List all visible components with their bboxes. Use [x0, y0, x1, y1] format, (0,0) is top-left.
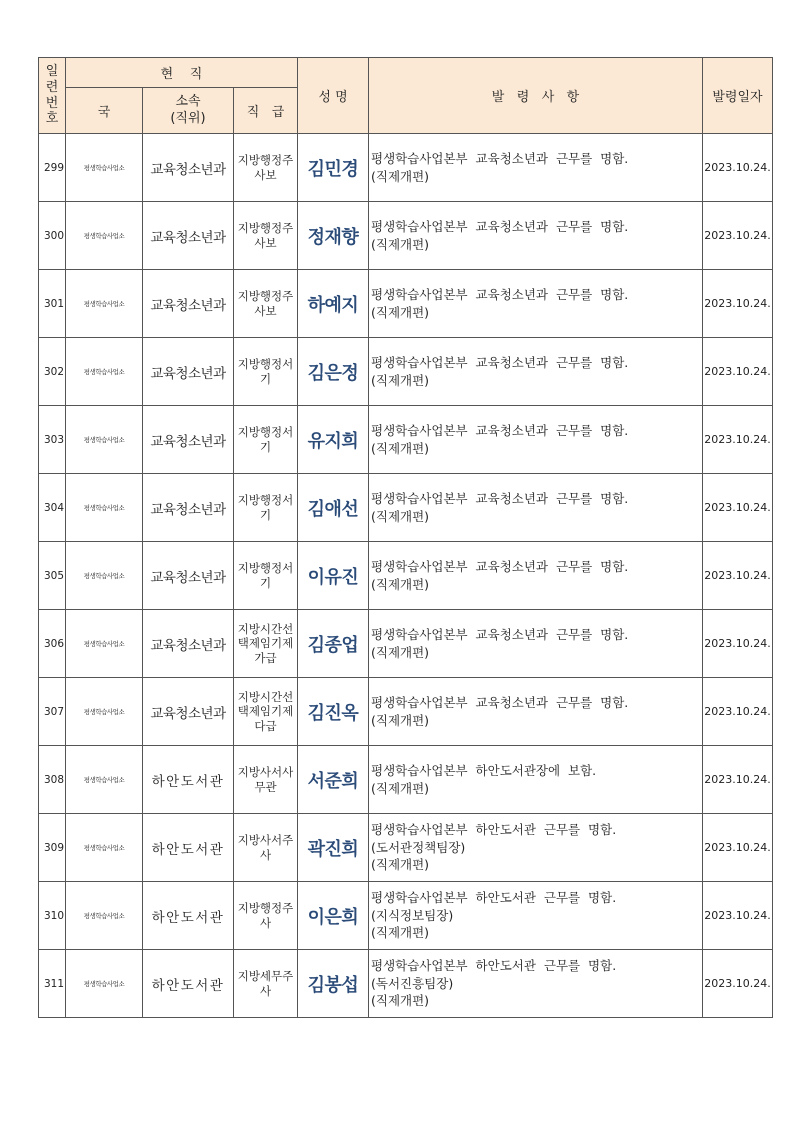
detail-cell [369, 134, 703, 202]
detail-line: (지식정보팀장) [371, 907, 454, 923]
date-cell: 2023.10.24. [703, 474, 773, 542]
person-name-cell: 유지희 [298, 406, 369, 474]
dept-cell: 평생학습사업소 [66, 270, 143, 338]
affiliation-cell: 교육청소년과 [143, 474, 234, 542]
detail-line: 평생학습사업본부 교육청소년과 근무를 명함. [371, 287, 629, 302]
detail-line: (직제개편) [371, 780, 430, 796]
serial-no-cell: 303 [39, 406, 66, 474]
grade-cell [234, 950, 298, 1018]
detail-cell [369, 474, 703, 542]
header-grade: 직 급 [234, 88, 298, 134]
detail-line: 평생학습사업본부 하안도서관장에 보함. [371, 763, 597, 778]
detail-line: (직제개편) [371, 236, 430, 252]
serial-no-cell: 308 [39, 746, 66, 814]
detail-cell [369, 950, 703, 1018]
grade-line: 가급 [254, 650, 277, 665]
affiliation-cell: 하안도서관 [143, 882, 234, 950]
grade-line: 지방시간선 [237, 621, 294, 636]
detail-line: (직제개편) [371, 576, 430, 592]
grade-cell [234, 882, 298, 950]
detail-line: 평생학습사업본부 교육청소년과 근무를 명함. [371, 355, 629, 370]
table-row [39, 882, 773, 950]
header-current-position: 현 직 [66, 58, 298, 88]
grade-line: 기 [259, 371, 272, 386]
detail-line: (직제개편) [371, 304, 430, 320]
grade-line: 지방행정주 [237, 221, 294, 236]
table-row [39, 746, 773, 814]
serial-no-cell: 304 [39, 474, 66, 542]
serial-no-cell: 300 [39, 202, 66, 270]
grade-line: 기 [259, 507, 272, 522]
person-name-cell: 하예지 [298, 270, 369, 338]
serial-no-cell: 310 [39, 882, 66, 950]
date-cell: 2023.10.24. [703, 202, 773, 270]
table-row [39, 814, 773, 882]
affiliation-cell: 교육청소년과 [143, 134, 234, 202]
detail-cell [369, 542, 703, 610]
dept-cell: 평생학습사업소 [66, 814, 143, 882]
affiliation-cell: 교육청소년과 [143, 202, 234, 270]
detail-line: 평생학습사업본부 교육청소년과 근무를 명함. [371, 695, 629, 710]
grade-cell [234, 338, 298, 406]
grade-line: 택제임기제 [237, 704, 294, 719]
detail-line: (직제개편) [371, 508, 430, 524]
grade-line: 사보 [254, 303, 277, 318]
affiliation-cell: 교육청소년과 [143, 610, 234, 678]
dept-cell: 평생학습사업소 [66, 406, 143, 474]
header-dept: 국 [66, 88, 143, 134]
person-name-cell: 김애선 [298, 474, 369, 542]
detail-line: 평생학습사업본부 하안도서관 근무를 명함. [371, 822, 617, 838]
detail-cell [369, 882, 703, 950]
person-name-cell: 김진옥 [298, 678, 369, 746]
grade-line: 기 [259, 439, 272, 454]
affiliation-cell: 하안도서관 [143, 814, 234, 882]
detail-cell [369, 610, 703, 678]
dept-cell: 평생학습사업소 [66, 882, 143, 950]
affiliation-cell: 교육청소년과 [143, 542, 234, 610]
serial-no-cell: 305 [39, 542, 66, 610]
header-name: 성 명 [298, 58, 369, 134]
detail-cell [369, 338, 703, 406]
grade-line: 지방행정서 [237, 561, 294, 576]
affiliation-cell: 하안도서관 [143, 746, 234, 814]
personnel-table [38, 57, 773, 1018]
table-row [39, 542, 773, 610]
detail-line: (독서진흥팀장) [371, 975, 454, 991]
header-affiliation: 소속 (직위) [143, 88, 234, 134]
person-name-cell: 이유진 [298, 542, 369, 610]
detail-line: 평생학습사업본부 교육청소년과 근무를 명함. [371, 559, 629, 574]
date-cell: 2023.10.24. [703, 338, 773, 406]
person-name-cell: 김민경 [298, 134, 369, 202]
table-row [39, 678, 773, 746]
affiliation-cell: 교육청소년과 [143, 338, 234, 406]
date-cell: 2023.10.24. [703, 746, 773, 814]
grade-line: 무관 [254, 779, 277, 794]
detail-cell [369, 814, 703, 882]
grade-line: 지방행정주 [237, 901, 294, 916]
person-name-cell: 서준희 [298, 746, 369, 814]
table-row [39, 270, 773, 338]
grade-line: 지방시간선 [237, 689, 294, 704]
grade-line: 사 [259, 915, 272, 930]
grade-line: 지방행정서 [237, 357, 294, 372]
grade-line: 지방세무주 [237, 969, 294, 984]
affiliation-cell: 교육청소년과 [143, 678, 234, 746]
grade-line: 사보 [254, 235, 277, 250]
table-row [39, 338, 773, 406]
detail-line: (직제개편) [371, 712, 430, 728]
person-name-cell: 이은희 [298, 882, 369, 950]
detail-cell [369, 270, 703, 338]
detail-line: 평생학습사업본부 교육청소년과 근무를 명함. [371, 151, 629, 166]
dept-cell: 평생학습사업소 [66, 542, 143, 610]
grade-cell [234, 746, 298, 814]
grade-line: 다급 [254, 718, 277, 733]
person-name-cell: 곽진희 [298, 814, 369, 882]
table-row [39, 950, 773, 1018]
date-cell: 2023.10.24. [703, 134, 773, 202]
grade-cell [234, 542, 298, 610]
affiliation-cell: 교육청소년과 [143, 406, 234, 474]
affiliation-cell: 교육청소년과 [143, 270, 234, 338]
detail-line: 평생학습사업본부 교육청소년과 근무를 명함. [371, 491, 629, 506]
grade-line: 지방사서주 [237, 833, 294, 848]
detail-line: (직제개편) [371, 925, 430, 941]
table-row [39, 134, 773, 202]
table-row [39, 610, 773, 678]
dept-cell: 평생학습사업소 [66, 134, 143, 202]
date-cell: 2023.10.24. [703, 678, 773, 746]
serial-no-cell: 307 [39, 678, 66, 746]
detail-line: 평생학습사업본부 하안도서관 근무를 명함. [371, 890, 617, 906]
dept-cell: 평생학습사업소 [66, 746, 143, 814]
detail-cell [369, 678, 703, 746]
detail-line: (직제개편) [371, 857, 430, 873]
person-name-cell: 김은정 [298, 338, 369, 406]
grade-line: 사 [259, 847, 272, 862]
serial-no-cell: 306 [39, 610, 66, 678]
date-cell: 2023.10.24. [703, 610, 773, 678]
header-serial-no: 일 련 번 호 [39, 58, 66, 134]
grade-line: 지방행정서 [237, 493, 294, 508]
grade-line: 지방행정주 [237, 289, 294, 304]
person-name-cell: 김종업 [298, 610, 369, 678]
grade-cell [234, 678, 298, 746]
header-date: 발령일자 [703, 58, 773, 134]
grade-cell [234, 474, 298, 542]
person-name-cell: 김봉섭 [298, 950, 369, 1018]
date-cell: 2023.10.24. [703, 542, 773, 610]
date-cell: 2023.10.24. [703, 270, 773, 338]
grade-line: 지방행정주 [237, 153, 294, 168]
detail-cell [369, 406, 703, 474]
date-cell: 2023.10.24. [703, 814, 773, 882]
serial-no-cell: 311 [39, 950, 66, 1018]
grade-cell [234, 134, 298, 202]
grade-line: 사 [259, 983, 272, 998]
person-name-cell: 정재향 [298, 202, 369, 270]
grade-line: 기 [259, 575, 272, 590]
serial-no-cell: 301 [39, 270, 66, 338]
grade-line: 사보 [254, 167, 277, 182]
detail-cell [369, 746, 703, 814]
affiliation-cell: 하안도서관 [143, 950, 234, 1018]
header-detail: 발 령 사 항 [369, 58, 703, 134]
dept-cell: 평생학습사업소 [66, 474, 143, 542]
detail-line: (직제개편) [371, 644, 430, 660]
grade-cell [234, 814, 298, 882]
grade-cell [234, 202, 298, 270]
detail-line: (직제개편) [371, 372, 430, 388]
table-row [39, 406, 773, 474]
dept-cell: 평생학습사업소 [66, 950, 143, 1018]
date-cell: 2023.10.24. [703, 406, 773, 474]
serial-no-cell: 309 [39, 814, 66, 882]
serial-no-cell: 299 [39, 134, 66, 202]
dept-cell: 평생학습사업소 [66, 338, 143, 406]
dept-cell: 평생학습사업소 [66, 202, 143, 270]
grade-line: 택제임기제 [237, 636, 294, 651]
date-cell: 2023.10.24. [703, 950, 773, 1018]
grade-cell [234, 270, 298, 338]
table-row [39, 202, 773, 270]
detail-cell [369, 202, 703, 270]
date-cell: 2023.10.24. [703, 882, 773, 950]
serial-no-cell: 302 [39, 338, 66, 406]
detail-line: (도서관정책팀장) [371, 839, 466, 855]
table-row [39, 474, 773, 542]
detail-line: 평생학습사업본부 교육청소년과 근무를 명함. [371, 627, 629, 642]
detail-line: 평생학습사업본부 교육청소년과 근무를 명함. [371, 219, 629, 234]
grade-line: 지방사서사 [237, 765, 294, 780]
grade-cell [234, 406, 298, 474]
grade-line: 지방행정서 [237, 425, 294, 440]
detail-line: 평생학습사업본부 교육청소년과 근무를 명함. [371, 423, 629, 438]
dept-cell: 평생학습사업소 [66, 678, 143, 746]
detail-line: 평생학습사업본부 하안도서관 근무를 명함. [371, 958, 617, 974]
detail-line: (직제개편) [371, 993, 430, 1009]
detail-line: (직제개편) [371, 440, 430, 456]
detail-line: (직제개편) [371, 168, 430, 184]
grade-cell [234, 610, 298, 678]
dept-cell: 평생학습사업소 [66, 610, 143, 678]
